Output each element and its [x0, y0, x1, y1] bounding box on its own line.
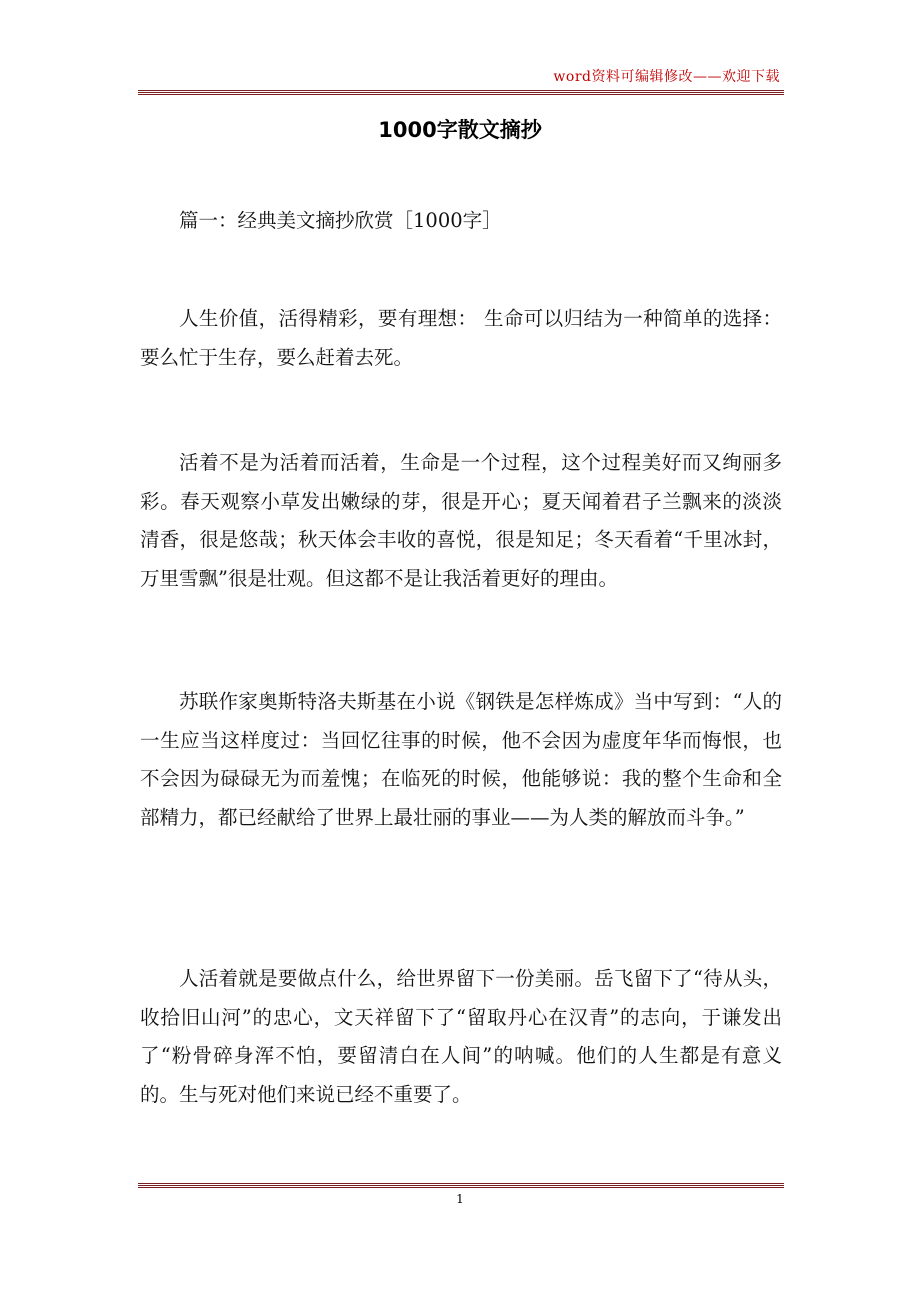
page-number: 1: [456, 1192, 464, 1206]
paragraph-1: 人生价值，活得精彩，要有理想： 生命可以归结为一种简单的选择：要么忙于生存，要么赶着去死。: [140, 307, 782, 369]
paragraph-3: 苏联作家奥斯特洛夫斯基在小说《钢铁是怎样炼成》当中写到：“人的一生应当这样度过：当回忆往事的时候，他不会因为虚度年华而悔恨，也不会因为碌碌无为而羞愧；在临死的时候，他能够说：我的整个生命和全部精力，都已经献给了世界上最壮丽的事业——为人类的解放而斗争。”: [140, 690, 782, 829]
footer-rule: [138, 1183, 784, 1188]
header-rule: [138, 90, 784, 95]
paragraph-2: 活着不是为活着而活着，生命是一个过程，这个过程美好而又绚丽多彩。春天观察小草发出嫩绿的芽，很是开心；夏天闻着君子兰飘来的淡淡清香，很是悠哉；秋天体会丰收的喜悦，很是知足；冬天看着“千里冰封，万里雪飘”很是壮观。但这都不是让我活着更好的理由。: [140, 451, 782, 590]
section-heading: 篇一：经典美文摘抄欣赏［1000字］: [179, 209, 502, 232]
header-note: word资料可编辑修改——欢迎下载: [553, 69, 780, 85]
document-title: 1000字散文摘抄: [378, 118, 542, 142]
paragraph-4: 人活着就是要做点什么，给世界留下一份美丽。岳飞留下了“待从头，收拾旧山河”的忠心，文天祥留下了“留取丹心在汉青”的志向，于谦发出了“粉骨碎身浑不怕，要留清白在人间”的呐喊。他们的人生都是有意义的。生与死对他们来说已经不重要了。: [140, 967, 782, 1106]
